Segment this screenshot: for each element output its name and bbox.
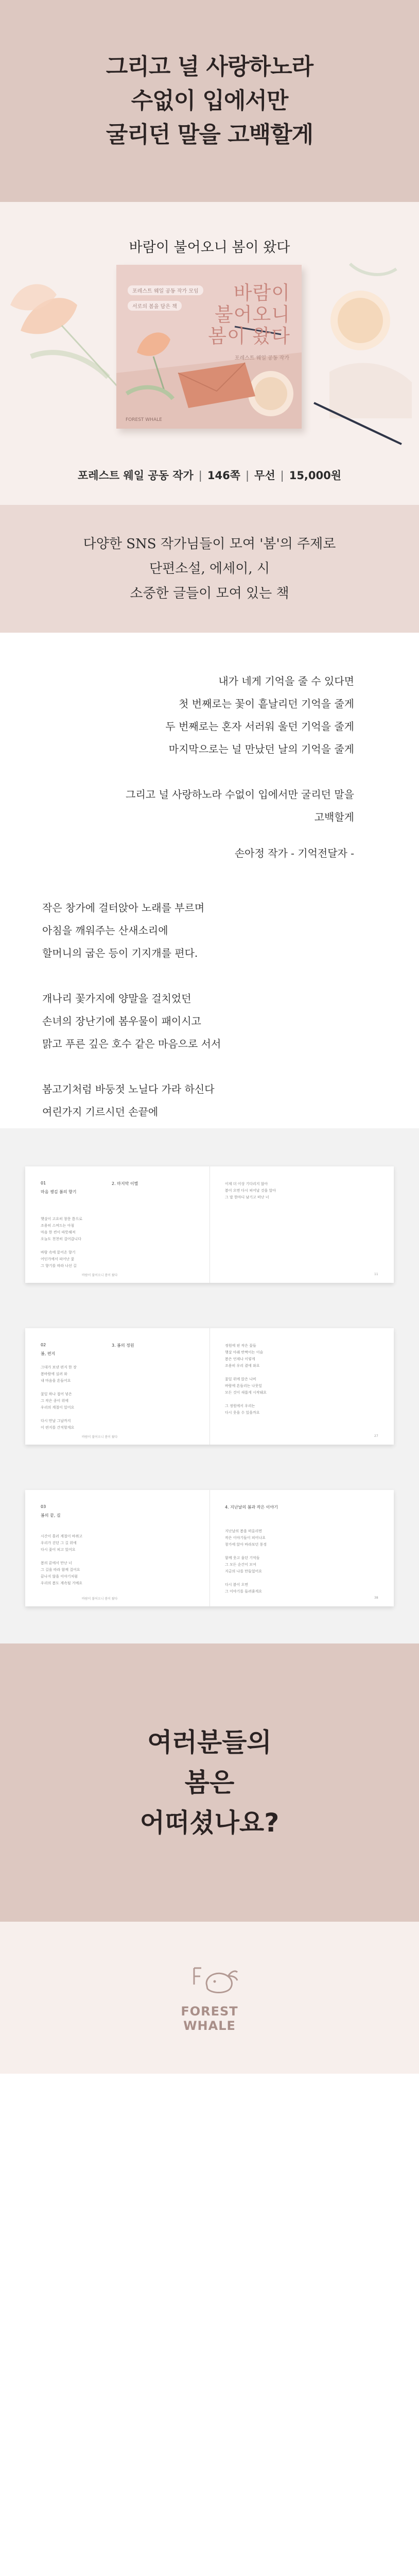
cover-publisher: FOREST WHALE bbox=[126, 417, 162, 422]
page-number-heading: 03 bbox=[41, 1504, 46, 1509]
poem-line: 고백할게 bbox=[314, 811, 354, 823]
product-showcase bbox=[0, 202, 419, 505]
page-footer: 바람이 불어오니 봄이 왔다 bbox=[82, 1274, 118, 1277]
whale-logo-icon bbox=[179, 1963, 240, 2004]
page-body: 이제 더 이상 기다리지 않아 봄이 오면 다시 피어날 것을 알아 그 말 한마디 남기고 떠난 너 bbox=[225, 1182, 276, 1199]
poem-line bbox=[42, 1123, 244, 1128]
brand-footer bbox=[0, 1922, 419, 2074]
poem-line: 봄고기처럼 바둥젓 노닐다 가라 하신다 bbox=[42, 1083, 215, 1095]
page-title: 봄의 끝, 길 bbox=[41, 1513, 61, 1518]
poem-line: 여린가지 기르시던 손끝에 bbox=[42, 1106, 159, 1118]
poem-line: 작은 창가에 걸터앉아 노래를 부르며 bbox=[42, 902, 205, 914]
cover-title-line: 바람이 bbox=[233, 282, 290, 304]
cover-subtitle: 포레스트 웨일 공동 작가 bbox=[234, 355, 289, 361]
intro-line: 단편소설, 에세이, 시 bbox=[149, 561, 270, 577]
page-number-heading: 02 bbox=[41, 1343, 46, 1347]
page-footer: 38 bbox=[374, 1596, 378, 1600]
closing-question bbox=[0, 1643, 419, 1922]
meta-separator: | bbox=[245, 469, 250, 482]
poem-line: 할머니의 굽은 등이 기지개를 편다. bbox=[42, 947, 198, 959]
book-title: 바람이 불어오니 봄이 왔다 bbox=[129, 240, 290, 256]
meta-price: 15,000원 bbox=[289, 469, 342, 482]
page-body: 지난날의 봄을 떠올리면 작은 이야기들이 피어나요 창가에 앉아 바라보던 풍경 함께 웃고 울던 기억들 그 모든 순간이 모여 지금의 나를 만들었어요 다시 봄이 오면 그 이야기를 들려줄게요 bbox=[225, 1529, 267, 1594]
cover-chip: 서로의 봄을 담은 책 bbox=[128, 301, 182, 311]
meta-publisher: 포레스트 웨일 공동 작가 bbox=[77, 469, 194, 482]
intro-section bbox=[0, 505, 419, 633]
question-line: 어떠셨나요? bbox=[139, 1808, 280, 1838]
question-line: 여러분들의 bbox=[147, 1727, 272, 1757]
poem-line: 개나리 꽃가지에 양말을 걸치었던 bbox=[42, 992, 191, 1005]
page-right bbox=[112, 1166, 394, 1283]
sample-pages bbox=[0, 1128, 419, 1643]
poem-line: 마지막으로는 널 만났던 날의 기억을 줄게 bbox=[168, 743, 354, 755]
headline bbox=[106, 50, 313, 152]
meta-separator: | bbox=[198, 469, 202, 482]
brand-line: WHALE bbox=[183, 2018, 236, 2033]
chapter-heading: 4. 지난날의 봄과 작은 이야기 bbox=[225, 1505, 278, 1510]
page-body: 정원에 핀 작은 꽃들 햇살 아래 반짝이는 이슬 봄은 언제나 이렇게 조용히 우리 곁에 와요 꽃잎 위에 앉은 나비 바람에 흔들리는 나뭇잎 모든 것이 새롭게 시작돼요 그 정원에서 우리는 다시 웃을 수 있을까요 bbox=[225, 1344, 267, 1415]
meta-pages: 146쪽 bbox=[207, 469, 240, 482]
page-body: 그대가 보낸 편지 한 장 봄바람에 실려 와 내 마음을 흔들어요 꽃잎 하나 접어 넣은 그 작은 종이 위에 우리의 계절이 있어요 다시 만날 그날까지 이 편지를 간직할게요 bbox=[41, 1365, 77, 1430]
poem-line: 내가 네게 기억을 줄 수 있다면 bbox=[218, 675, 354, 687]
intro-line: 다양한 SNS 작가님들이 모여 '봄'의 주제로 bbox=[83, 536, 336, 552]
cover-title bbox=[208, 282, 290, 347]
poem-author: 손아정 작가 - 기억전달자 - bbox=[234, 847, 354, 859]
question-line: 봄은 bbox=[184, 1768, 235, 1798]
page-body: 시간이 흘러 계절이 바뀌고 우리가 걷던 그 길 위에 다시 꽃이 피고 있어요 봄의 끝에서 만난 너 그 길을 따라 함께 걸어요 끝나지 않을 이야기처럼 우리의 봄도 계속될 거예요 bbox=[41, 1534, 83, 1585]
poem-line: 두 번째로는 혼자 서러워 울던 기억을 줄게 bbox=[165, 720, 354, 733]
meta-separator: | bbox=[280, 469, 284, 482]
poem-excerpts bbox=[0, 633, 419, 1128]
book-meta bbox=[0, 467, 419, 483]
page-spread bbox=[25, 1166, 394, 1283]
book-cover bbox=[116, 265, 302, 429]
page-left bbox=[25, 1490, 210, 1606]
chapter-heading: 2. 마지막 이별 bbox=[112, 1181, 138, 1186]
header-banner bbox=[0, 0, 419, 202]
cover-title-line: 봄이 왔다 bbox=[208, 325, 290, 347]
page-right bbox=[112, 1328, 394, 1445]
page-footer: 27 bbox=[374, 1434, 378, 1438]
question-heading bbox=[140, 1722, 280, 1843]
poem-line: 손녀의 장난기에 봄우물이 패이시고 bbox=[42, 1015, 201, 1027]
page-footer: 11 bbox=[374, 1273, 378, 1276]
page-right bbox=[210, 1490, 394, 1606]
page-body: 햇살이 고요히 창문 틈으로 조용히 스며드는 아침 마음 한 켠이 따뜻해져 오늘도 천천히 걸어갑니다 바람 속에 묻어온 향기 어딘가에서 피어난 꽃 그 향기를 따라 나선 길 bbox=[41, 1217, 83, 1268]
cover-title-line: 불어오니 bbox=[215, 303, 290, 326]
poem-line: 아침을 깨워주는 산새소리에 bbox=[42, 924, 168, 937]
brand-name bbox=[181, 2004, 238, 2033]
poem-line: 첫 번째로는 꽃이 흩날리던 기억을 줄게 bbox=[179, 698, 354, 710]
cover-chip: 포레스트 웨일 공동 작가 모임 bbox=[128, 285, 203, 295]
page-spread bbox=[25, 1490, 394, 1606]
page-title: 마음 챙김 봄의 향기 bbox=[41, 1190, 77, 1194]
headline-line: 수없이 입에서만 bbox=[131, 88, 288, 114]
page-footer: 바람이 불어오니 봄이 왔다 bbox=[82, 1597, 118, 1601]
headline-line: 그리고 널 사랑하노라 bbox=[106, 54, 313, 80]
meta-binding: 무선 bbox=[254, 469, 275, 482]
page-number-heading: 01 bbox=[41, 1181, 46, 1185]
poem-excerpt-1 bbox=[126, 670, 354, 865]
brand-line: FOREST bbox=[181, 2004, 238, 2019]
poem-line: 맑고 푸른 깊은 호수 같은 마음으로 서서 bbox=[42, 1038, 221, 1050]
page-footer: 바람이 불어오니 봄이 왔다 bbox=[82, 1435, 118, 1439]
page-spread bbox=[25, 1328, 394, 1445]
headline-line: 굴리던 말을 고백할게 bbox=[106, 122, 313, 148]
intro-line: 소중한 글들이 모여 있는 책 bbox=[130, 586, 289, 601]
poem-line: 그리고 널 사랑하노라 수없이 입에서만 굴리던 말을 bbox=[126, 788, 354, 801]
poem-excerpt-2 bbox=[42, 896, 244, 1128]
chapter-heading: 3. 봄의 정원 bbox=[112, 1343, 134, 1348]
page-title: 봄, 편지 bbox=[41, 1351, 56, 1356]
